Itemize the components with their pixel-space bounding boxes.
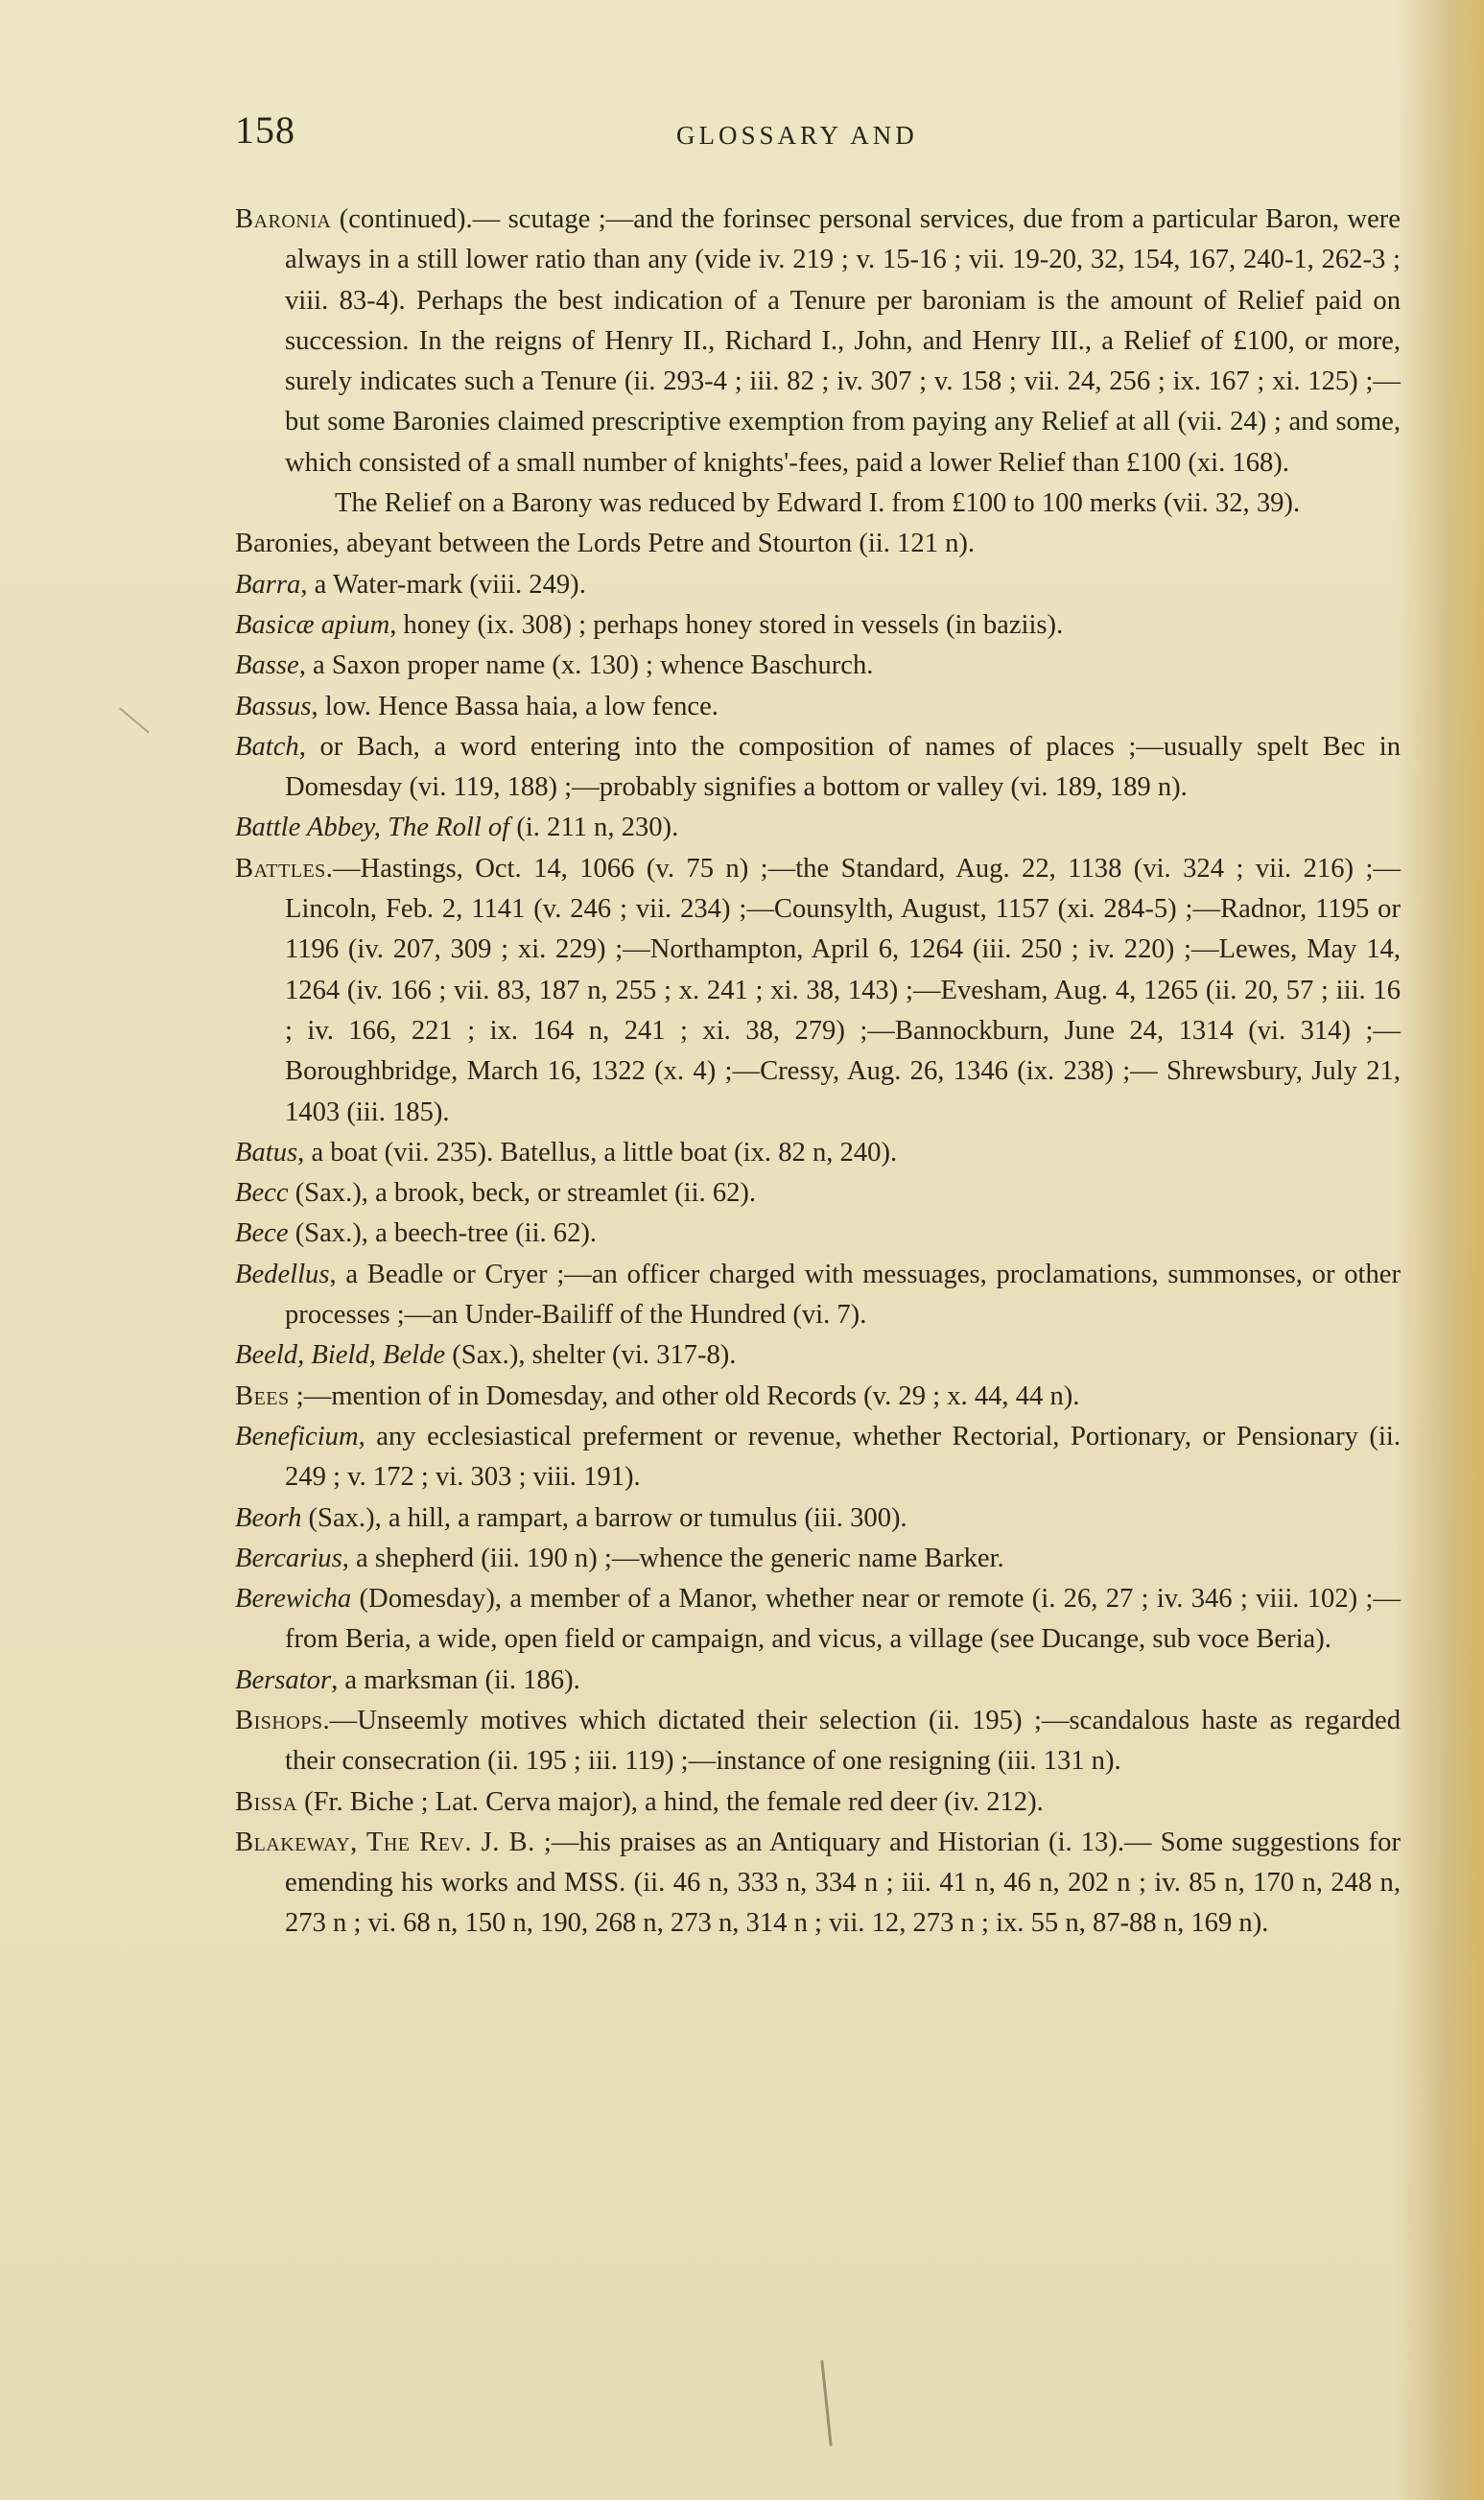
entry-text: (Sax.), a brook, beck, or streamlet (ii. 62). — [288, 1178, 757, 1209]
glossary-entry-bees — [235, 1377, 1401, 1417]
entry-term: Barra — [235, 569, 301, 600]
entry-term: Bercarius — [235, 1543, 342, 1573]
entry-text: ;—mention of in Domesday, and other old Records (v. 29 ; x. 44, 44 n). — [289, 1380, 1080, 1411]
glossary-entry-bissa — [235, 1782, 1401, 1823]
entry-text: (Sax.), shelter (vi. 317-8). — [445, 1340, 737, 1371]
entry-term: Baronies — [235, 529, 333, 559]
entry-text: (i. 211 n, 230). — [509, 813, 679, 843]
entry-term: Bissa — [235, 1786, 297, 1817]
glossary-entry — [235, 1498, 1401, 1539]
glossary-entry — [235, 1214, 1401, 1254]
entry-term: Bece — [235, 1218, 289, 1249]
entry-text: , abeyant between the Lords Petre and Stourton (ii. 121 n). — [332, 529, 976, 559]
glossary-entry — [235, 605, 1401, 646]
glossary-entry-bishops — [235, 1701, 1401, 1782]
glossary-body — [235, 200, 1401, 1945]
glossary-entry — [235, 1539, 1401, 1579]
glossary-entry-baronia — [235, 200, 1401, 483]
entry-term: Bees — [235, 1380, 290, 1411]
glossary-entry — [235, 727, 1401, 809]
page-number: 158 — [235, 108, 295, 152]
glossary-entry — [235, 1255, 1401, 1336]
entry-text: (continued).— scutage ;—and the forinsec personal services, due from a particular Baron, were always in a still lower ratio than any (vide iv. 219 ; v. 15-16 ; vii. 19-20, 32, 154, 167, 240-1, 262-3 ; viii. 83-4). Perhaps the best indication of a Tenure per baroniam is the amount of Relief paid on succession. In the reigns of Henry II., Richard I., John, and Henry III., a Relief of £100, or more, surely indicates such a Tenure (ii. 293-4 ; iii. 82 ; iv. 307 ; v. 158 ; vii. 24, 256 ; ix. 167 ; xi. 125) ;— but some Baronies claimed prescriptive exemption from paying any Relief at all (vii. 24) ; and some, which consisted of a small number of knights'-fees, paid a lower Relief than £100 (xi. 168). — [285, 204, 1401, 478]
entry-text: (Sax.), a beech-tree (ii. 62). — [288, 1218, 598, 1249]
entry-term: Basse — [235, 650, 299, 681]
entry-text: , a boat (vii. 235). Batellus, a little boat (ix. 82 n, 240). — [297, 1137, 898, 1167]
glossary-entry-battles — [235, 849, 1401, 1133]
glossary-entry — [235, 1661, 1401, 1701]
ink-mark — [119, 707, 150, 733]
entry-text: , or Bach, a word entering into the composition of names of places ;—usually spelt Bec in Domesday (vi. 119, 188) ;—probably signifies a bottom or valley (vi. 189, 189 n). — [285, 731, 1401, 803]
glossary-entry-blakeway — [235, 1823, 1401, 1945]
entry-text: (Sax.), a hill, a rampart, a barrow or tumulus (iii. 300). — [301, 1502, 907, 1533]
glossary-entry — [235, 1335, 1401, 1376]
entry-text: .—Hastings, Oct. 14, 1066 (v. 75 n) ;—the Standard, Aug. 22, 1138 (vi. 324 ; vii. 216) ;—Lincoln, Feb. 2, 1141 (v. 246 ; vii. 234) ;—Counsylth, August, 1157 (xi. 284-5) ;—Radnor, 1195 or 1196 (iv. 207, 309 ; xi. 229) ;—Northampton, April 6, 1264 (iii. 250 ; iv. 220) ;—Lewes, May 14, 1264 (iv. 166 ; vii. 83, 187 n, 255 ; x. 241 ; xi. 38, 143) ;—Evesham, Aug. 4, 1265 (ii. 20, 57 ; iii. 16 ; iv. 166, 221 ; ix. 164 n, 241 ; xi. 38, 279) ;—Bannockburn, June 24, 1314 (vi. 314) ;— Boroughbridge, March 16, 1322 (x. 4) ;—Cressy, Aug. 26, 1346 (ix. 238) ;— Shrewsbury, July 21, 1403 (iii. 185). — [285, 853, 1401, 1127]
entry-term: Blakeway, The Rev. J. B. — [235, 1827, 535, 1857]
entry-term: Bedellus — [235, 1259, 330, 1289]
glossary-entry — [235, 524, 1401, 564]
glossary-entry — [235, 1133, 1401, 1173]
entry-term: Bersator — [235, 1664, 332, 1695]
page-header — [235, 107, 1415, 165]
entry-term: Batch — [235, 731, 299, 762]
entry-text: , a Water-mark (viii. 249). — [300, 569, 586, 600]
glossary-entry — [235, 1173, 1401, 1214]
entry-term: Beorh — [235, 1502, 302, 1533]
entry-text: (Domesday), a member of a Manor, whether near or remote (i. 26, 27 ; iv. 346 ; viii. 102) ;—from Beria, a wide, open field or campaign, and vicus, a village (see Ducange, sub voce Beria). — [285, 1584, 1401, 1655]
entry-text: ;—his praises as an Antiquary and Historian (i. 13).— Some suggestions for emending his works and MSS. (ii. 46 n, 333 n, 334 n ; iii. 41 n, 46 n, 202 n ; iv. 85 n, 170 n, 248 n, 273 n ; vi. 68 n, 150 n, 190, 268 n, 273 n, 314 n ; vii. 12, 273 n ; ix. 55 n, 87-88 n, 169 n). — [285, 1827, 1401, 1939]
entry-term: Basicæ apium — [235, 609, 390, 640]
entry-text: .—Unseemly motives which dictated their selection (ii. 195) ;—scandalous haste as regarded their consecration (ii. 195 ; iii. 119) ;—instance of one resigning (iii. 131 n). — [285, 1705, 1401, 1777]
glossary-entry — [235, 565, 1401, 605]
entry-text: , honey (ix. 308) ; perhaps honey stored in vessels (in baziis). — [389, 609, 1064, 640]
glossary-entry — [235, 1579, 1401, 1661]
entry-text: , low. Hence Bassa haia, a low fence. — [311, 691, 718, 721]
entry-term: Batus — [235, 1137, 298, 1167]
glossary-entry — [235, 808, 1401, 848]
glossary-entry — [235, 646, 1401, 686]
glossary-paragraph — [235, 483, 1401, 524]
glossary-entry — [235, 687, 1401, 727]
entry-term: Baronia — [235, 204, 332, 234]
entry-term: Battles — [235, 853, 326, 884]
entry-term: Bassus — [235, 691, 312, 721]
entry-text: , a Saxon proper name (x. 130) ; whence Baschurch. — [298, 650, 874, 681]
entry-term: Beeld, Bield, Belde — [235, 1340, 446, 1371]
entry-term: Becc — [235, 1178, 289, 1209]
ink-mark — [820, 2360, 832, 2446]
running-head: GLOSSARY AND — [676, 121, 918, 150]
entry-term: Beneficium — [235, 1421, 359, 1451]
glossary-entry — [235, 1417, 1401, 1498]
entry-term: Battle Abbey, The Roll of — [235, 813, 510, 843]
entry-text: , a shepherd (iii. 190 n) ;—whence the generic name Barker. — [342, 1543, 1004, 1573]
entry-text: , any ecclesiastical preferment or revenue, whether Rectorial, Portionary, or Pensionary (ii. 249 ; v. 172 ; vi. 303 ; viii. 191). — [285, 1421, 1401, 1493]
entry-text: (Fr. Biche ; Lat. Cerva major), a hind, the female red deer (iv. 212). — [296, 1786, 1044, 1817]
entry-term: Berewicha — [235, 1584, 352, 1615]
paragraph-text: The Relief on a Barony was reduced by Edward I. from £100 to 100 merks (vii. 32, 39). — [335, 488, 1301, 519]
entry-text: , a marksman (ii. 186). — [331, 1664, 580, 1695]
entry-text: , a Beadle or Cryer ;—an officer charged with messuages, proclamations, summonses, or other processes ;—an Under-Bailiff of the Hundred (vi. 7). — [285, 1259, 1401, 1331]
entry-term: Bishops — [235, 1705, 323, 1735]
